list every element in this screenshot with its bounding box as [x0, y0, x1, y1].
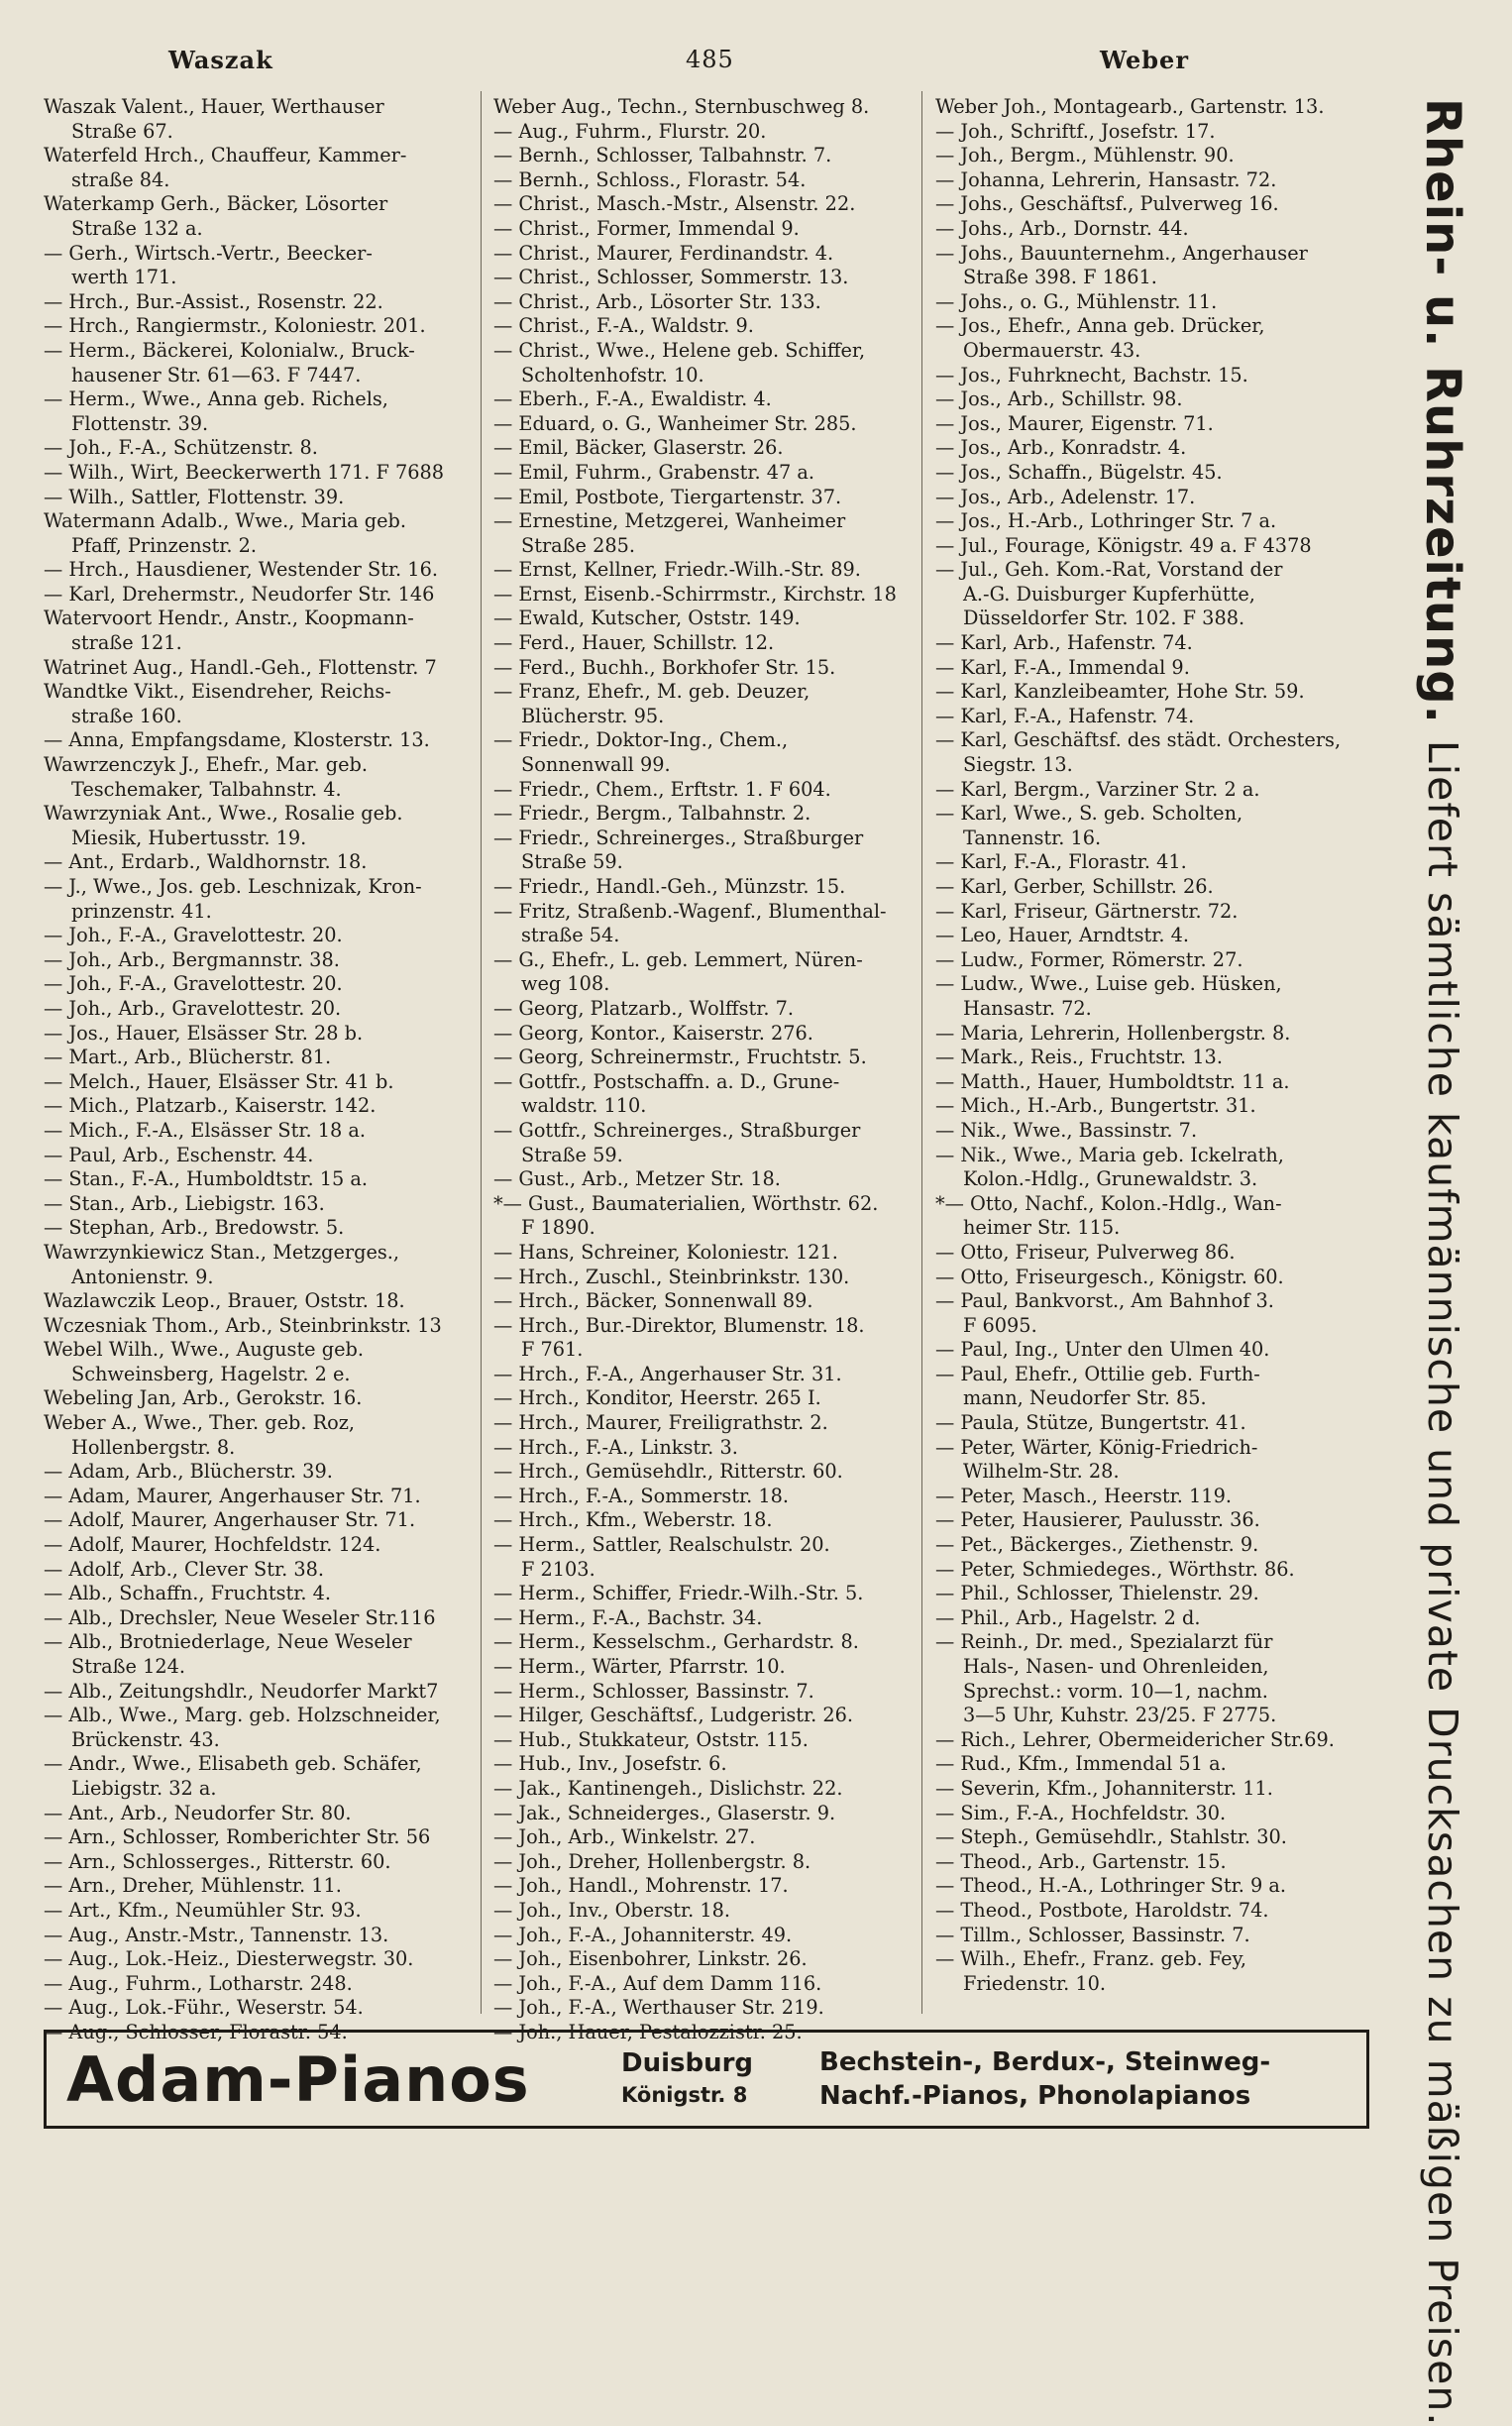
directory-entry: Waterkamp Gerh., Bäcker, Lösorter — [44, 192, 388, 216]
column-divider — [481, 91, 482, 2014]
directory-entry: — Jul., Fourage, Königstr. 49 a. F 4378 — [935, 533, 1312, 557]
directory-entry: Teschemaker, Talbahnstr. 4. — [71, 777, 342, 801]
directory-entry: F 1890. — [521, 1216, 595, 1240]
directory-entry: weg 108. — [521, 972, 610, 996]
directory-entry: — Georg, Kontor., Kaiserstr. 276. — [493, 1021, 813, 1045]
directory-entry: — Johanna, Lehrerin, Hansastr. 72. — [935, 167, 1277, 191]
directory-entry: Scholtenhofstr. 10. — [521, 363, 704, 386]
directory-entry: straße 121. — [71, 631, 182, 655]
directory-entry: — Theod., Arb., Gartenstr. 15. — [935, 1849, 1227, 1873]
directory-entry: Straße 124. — [71, 1655, 186, 1678]
directory-entry: — Herm., Wärter, Pfarrstr. 10. — [493, 1655, 786, 1678]
directory-entry: — Jos., Arb., Schillstr. 98. — [935, 387, 1183, 411]
directory-entry: Straße 285. — [521, 533, 636, 557]
directory-entry: Wazlawczik Leop., Brauer, Oststr. 18. — [44, 1289, 405, 1313]
directory-entry: — Eberh., F.-A., Ewaldistr. 4. — [493, 387, 772, 411]
directory-entry: — Alb., Brotniederlage, Neue Weseler — [44, 1630, 412, 1654]
directory-entry: prinzenstr. 41. — [71, 899, 212, 923]
directory-entry: — Melch., Hauer, Elsässer Str. 41 b. — [44, 1069, 394, 1093]
directory-entry: — Karl, Bergm., Varziner Str. 2 a. — [935, 777, 1260, 801]
directory-entry: — Peter, Wärter, König-Friedrich- — [935, 1435, 1258, 1459]
directory-entry: — Aug., Fuhrm., Flurstr. 20. — [493, 119, 767, 143]
directory-entry: — Joh., F.-A., Gravelottestr. 20. — [44, 924, 343, 947]
directory-entry: hausener Str. 61—63. F 7447. — [71, 363, 362, 386]
directory-entry: — Wilh., Sattler, Flottenstr. 39. — [44, 485, 345, 508]
directory-entry: Hansastr. 72. — [963, 996, 1092, 1020]
directory-entry: — Emil, Fuhrm., Grabenstr. 47 a. — [493, 460, 815, 484]
directory-entry: — Hrch., Kfm., Weberstr. 18. — [493, 1508, 773, 1532]
directory-entry: — Joh., Bergm., Mühlenstr. 90. — [935, 144, 1235, 167]
directory-entry: F 761. — [521, 1338, 584, 1362]
directory-entry: — Mich., Platzarb., Kaiserstr. 142. — [44, 1094, 377, 1118]
directory-entry: — Adolf, Arb., Clever Str. 38. — [44, 1557, 324, 1581]
directory-entry: — Joh., F.-A., Schützenstr. 8. — [44, 436, 318, 460]
directory-entry: — Phil., Arb., Hagelstr. 2 d. — [935, 1605, 1201, 1629]
directory-entry: — Otto, Friseur, Pulverweg 86. — [935, 1240, 1236, 1264]
directory-entry: — Otto, Friseurgesch., Königstr. 60. — [935, 1265, 1284, 1288]
directory-entry: — Karl, F.-A., Immendal 9. — [935, 655, 1190, 679]
sidebar-slogan: Liefert sämtliche kaufmännische und private Drucksachen zu mäßigen Preisen. — [1419, 739, 1466, 2426]
directory-entry: — Stephan, Arb., Bredowstr. 5. — [44, 1216, 345, 1240]
directory-entry: — Gust., Arb., Metzer Str. 18. — [493, 1167, 781, 1191]
directory-entry: — Ludw., Wwe., Luise geb. Hüsken, — [935, 972, 1282, 996]
directory-entry: Antonienstr. 9. — [71, 1265, 214, 1288]
directory-entry: — Joh., Inv., Oberstr. 18. — [493, 1898, 731, 1922]
directory-entry: Straße 59. — [521, 1143, 623, 1166]
directory-entry: — Emil, Bäcker, Glaserstr. 26. — [493, 436, 784, 460]
directory-entry: — Adam, Arb., Blücherstr. 39. — [44, 1460, 333, 1484]
directory-entry: straße 54. — [521, 924, 620, 947]
directory-entry: — Gottfr., Postschaffn. a. D., Grune- — [493, 1069, 840, 1093]
directory-entry: — Jos., Maurer, Eigenstr. 71. — [935, 411, 1214, 435]
directory-entry: — Herm., Sattler, Realschulstr. 20. — [493, 1533, 830, 1557]
directory-entry: — Mark., Reis., Fruchtstr. 13. — [935, 1046, 1223, 1069]
directory-entry: — Arn., Schlosserges., Ritterstr. 60. — [44, 1849, 391, 1873]
directory-entry: Tannenstr. 16. — [963, 826, 1102, 849]
directory-entry: — Ant., Erdarb., Waldhornstr. 18. — [44, 850, 368, 874]
directory-entry: — Herm., Schiffer, Friedr.-Wilh.-Str. 5. — [493, 1582, 864, 1605]
directory-entry: Wawrzenczyk J., Ehefr., Mar. geb. — [44, 753, 368, 777]
directory-entry: Miesik, Hubertusstr. 19. — [71, 826, 307, 849]
directory-entry: — Gerh., Wirtsch.-Vertr., Beecker- — [44, 241, 373, 265]
directory-entry: — Joh., Arb., Bergmannstr. 38. — [44, 947, 340, 971]
sidebar-brand: Rhein- u. Ruhrzeitung. — [1415, 98, 1470, 724]
directory-entry: — Eduard, o. G., Wanheimer Str. 285. — [493, 411, 857, 435]
directory-entry: — Karl, Wwe., S. geb. Scholten, — [935, 802, 1243, 826]
directory-entry: — Jos., H.-Arb., Lothringer Str. 7 a. — [935, 509, 1277, 533]
directory-entry: — Karl, F.-A., Florastr. 41. — [935, 850, 1187, 874]
directory-entry: — Andr., Wwe., Elisabeth geb. Schäfer, — [44, 1752, 422, 1776]
directory-entry: Brückenstr. 43. — [71, 1727, 220, 1751]
advert-address — [621, 2047, 819, 2111]
directory-entry: — Ferd., Buchh., Borkhofer Str. 15. — [493, 655, 836, 679]
directory-entry: — Paul, Ing., Unter den Ulmen 40. — [935, 1338, 1270, 1362]
directory-entry: F 2103. — [521, 1557, 595, 1581]
directory-entry: A.-G. Duisburger Kupferhütte, — [963, 582, 1255, 606]
directory-entry: — Hrch., Maurer, Freiligrathstr. 2. — [493, 1411, 828, 1435]
directory-entry: — Jos., Schaffn., Bügelstr. 45. — [935, 460, 1223, 484]
directory-entry: — Leo, Hauer, Arndtstr. 4. — [935, 924, 1190, 947]
directory-entry: — Friedr., Handl.-Geh., Münzstr. 15. — [493, 875, 846, 898]
directory-entry: — Peter, Masch., Heerstr. 119. — [935, 1484, 1232, 1507]
directory-entry: Hals-, Nasen- und Ohrenleiden, — [963, 1655, 1269, 1678]
directory-entry: — Joh., Handl., Mohrenstr. 17. — [493, 1874, 789, 1898]
directory-entry: — Joh., F.-A., Werthauser Str. 219. — [493, 1996, 824, 2020]
directory-entry: — Theod., Postbote, Haroldstr. 74. — [935, 1898, 1269, 1922]
directory-entry: — Ernst, Kellner, Friedr.-Wilh.-Str. 89. — [493, 558, 861, 582]
directory-entry: — Hilger, Geschäftsf., Ludgeristr. 26. — [493, 1704, 854, 1727]
directory-entry: — Nik., Wwe., Maria geb. Ickelrath, — [935, 1143, 1284, 1166]
directory-entry: — Adolf, Maurer, Hochfeldstr. 124. — [44, 1533, 381, 1557]
directory-entry: Wilhelm-Str. 28. — [963, 1460, 1120, 1484]
directory-entry: Straße 398. F 1861. — [963, 266, 1157, 289]
directory-entry: mann, Neudorfer Str. 85. — [963, 1386, 1207, 1410]
directory-entry: Watervoort Hendr., Anstr., Koopmann- — [44, 606, 414, 630]
directory-entry: — Joh., Arb., Winkelstr. 27. — [493, 1825, 756, 1849]
directory-entry: Friedenstr. 10. — [963, 1971, 1107, 1995]
directory-entry: Straße 132 a. — [71, 216, 203, 240]
directory-entry: — Johs., Geschäftsf., Pulverweg 16. — [935, 192, 1279, 216]
directory-entry: — Christ., Arb., Lösorter Str. 133. — [493, 289, 821, 313]
directory-entry: — Jos., Arb., Konradstr. 4. — [935, 436, 1187, 460]
directory-column-3 — [935, 95, 1367, 1996]
directory-entry: — Johs., Arb., Dornstr. 44. — [935, 216, 1189, 240]
directory-entry: — Stan., F.-A., Humboldtstr. 15 a. — [44, 1167, 369, 1191]
directory-entry: — Ant., Arb., Neudorfer Str. 80. — [44, 1801, 352, 1824]
directory-entry: Sprechst.: vorm. 10—1, nachm. — [963, 1679, 1268, 1703]
directory-entry: — Reinh., Dr. med., Spezialarzt für — [935, 1630, 1273, 1654]
directory-entry: straße 160. — [71, 704, 182, 727]
directory-entry: — Christ., Former, Immendal 9. — [493, 216, 800, 240]
directory-entry: — Tillm., Schlosser, Bassinstr. 7. — [935, 1923, 1250, 1946]
directory-entry: — Emil, Postbote, Tiergartenstr. 37. — [493, 485, 842, 508]
directory-entry: waldstr. 110. — [521, 1094, 647, 1118]
directory-entry: — Alb., Wwe., Marg. geb. Holzschneider, — [44, 1704, 441, 1727]
directory-entry: — Hrch., Rangiermstr., Koloniestr. 201. — [44, 314, 426, 338]
directory-entry: — Nik., Wwe., Bassinstr. 7. — [935, 1118, 1198, 1142]
directory-entry: — Joh., Hauer, Pestalozzistr. 25. — [493, 2020, 803, 2043]
directory-entry: — Fritz, Straßenb.-Wagenf., Blumenthal- — [493, 899, 887, 923]
directory-entry: Straße 59. — [521, 850, 623, 874]
directory-entry: Schweinsberg, Hagelstr. 2 e. — [71, 1362, 351, 1385]
directory-entry: — Joh., Arb., Gravelottestr. 20. — [44, 996, 342, 1020]
directory-entry: — Karl, Geschäftsf. des städt. Orchesters, — [935, 728, 1342, 752]
directory-entry: — Friedr., Doktor-Ing., Chem., — [493, 728, 789, 752]
page-number: 485 — [686, 46, 734, 73]
directory-entry: Siegstr. 13. — [963, 753, 1073, 777]
directory-entry: — Joh., F.-A., Gravelottestr. 20. — [44, 972, 343, 996]
directory-entry: werth 171. — [71, 266, 177, 289]
directory-entry: — Gottfr., Schreinerges., Straßburger — [493, 1118, 861, 1142]
directory-entry: — Joh., Schriftf., Josefstr. 17. — [935, 119, 1216, 143]
directory-entry: — Alb., Zeitungshdlr., Neudorfer Markt7 — [44, 1679, 439, 1703]
directory-entry: Webel Wilh., Wwe., Auguste geb. — [44, 1338, 364, 1362]
directory-entry: — Wilh., Wirt, Beeckerwerth 171. F 7688 — [44, 460, 445, 484]
directory-entry: Liebigstr. 32 a. — [71, 1776, 217, 1800]
directory-entry: Sonnenwall 99. — [521, 753, 671, 777]
directory-entry: *— Gust., Baumaterialien, Wörthstr. 62. — [493, 1191, 879, 1215]
directory-entry: — Theod., H.-A., Lothringer Str. 9 a. — [935, 1874, 1287, 1898]
directory-entry: — Bernh., Schloss., Florastr. 54. — [493, 167, 807, 191]
directory-column-2 — [493, 95, 929, 2045]
directory-entry: — Hrch., F.-A., Linkstr. 3. — [493, 1435, 738, 1459]
directory-entry: Weber Joh., Montagearb., Gartenstr. 13. — [935, 95, 1325, 118]
directory-entry: — Herm., Bäckerei, Kolonialw., Bruck- — [44, 338, 415, 362]
directory-entry: — Hrch., Zuschl., Steinbrinkstr. 130. — [493, 1265, 850, 1288]
directory-entry: — Georg, Platzarb., Wolffstr. 7. — [493, 996, 795, 1020]
directory-entry: Waszak Valent., Hauer, Werthauser — [44, 95, 384, 118]
directory-entry: — Joh., F.-A., Auf dem Damm 116. — [493, 1971, 822, 1995]
directory-entry: — Ludw., Former, Römerstr. 27. — [935, 947, 1243, 971]
directory-entry: Weber Aug., Techn., Sternbuschweg 8. — [493, 95, 870, 118]
directory-entry: Webeling Jan, Arb., Gerokstr. 16. — [44, 1386, 363, 1410]
directory-entry: — Maria, Lehrerin, Hollenbergstr. 8. — [935, 1021, 1291, 1045]
directory-entry: — Hrch., F.-A., Sommerstr. 18. — [493, 1484, 790, 1507]
directory-entry: — Johs., Bauunternehm., Angerhauser — [935, 241, 1308, 265]
directory-entry: Waterfeld Hrch., Chauffeur, Kammer- — [44, 144, 407, 167]
directory-entry: — Arn., Dreher, Mühlenstr. 11. — [44, 1874, 342, 1898]
directory-entry: — Steph., Gemüsehdlr., Stahlstr. 30. — [935, 1825, 1287, 1849]
directory-entry: — Jos., Ehefr., Anna geb. Drücker, — [935, 314, 1265, 338]
directory-entry: — Christ., Masch.-Mstr., Alsenstr. 22. — [493, 192, 856, 216]
directory-entry: — Aug., Lok.-Führ., Weserstr. 54. — [44, 1996, 364, 2020]
directory-entry: — Adolf, Maurer, Angerhauser Str. 71. — [44, 1508, 416, 1532]
directory-entry: — Ewald, Kutscher, Oststr. 149. — [493, 606, 801, 630]
directory-entry: — Mich., H.-Arb., Bungertstr. 31. — [935, 1094, 1256, 1118]
directory-entry: — Christ., Maurer, Ferdinandstr. 4. — [493, 241, 834, 265]
directory-entry: — Friedr., Bergm., Talbahnstr. 2. — [493, 802, 811, 826]
directory-entry: — Pet., Bäckerges., Ziethenstr. 9. — [935, 1533, 1259, 1557]
directory-entry: — Phil., Schlosser, Thielenstr. 29. — [935, 1582, 1259, 1605]
directory-entry: — Rud., Kfm., Immendal 51 a. — [935, 1752, 1227, 1776]
directory-entry: — Wilh., Ehefr., Franz. geb. Fey, — [935, 1947, 1247, 1971]
directory-entry: — Karl, Gerber, Schillstr. 26. — [935, 875, 1214, 898]
header-right: Weber — [1100, 46, 1189, 74]
directory-entry: Wawrzyniak Ant., Wwe., Rosalie geb. — [44, 802, 403, 826]
directory-entry: — Aug., Schlosser, Florastr. 54. — [44, 2020, 348, 2043]
directory-entry: — Jos., Fuhrknecht, Bachstr. 15. — [935, 363, 1248, 386]
directory-entry: — Herm., Schlosser, Bassinstr. 7. — [493, 1679, 814, 1703]
directory-entry: — Severin, Kfm., Johanniterstr. 11. — [935, 1776, 1273, 1800]
directory-entry: Straße 67. — [71, 119, 173, 143]
directory-entry: straße 84. — [71, 167, 170, 191]
directory-entry: 3—5 Uhr, Kuhstr. 23/25. F 2775. — [963, 1704, 1277, 1727]
directory-entry: — Bernh., Schlosser, Talbahnstr. 7. — [493, 144, 832, 167]
directory-entry: — Karl, F.-A., Hafenstr. 74. — [935, 704, 1195, 727]
directory-entry: — Herm., Wwe., Anna geb. Richels, — [44, 387, 388, 411]
directory-entry: — Christ., F.-A., Waldstr. 9. — [493, 314, 754, 338]
directory-entry: — Karl, Kanzleibeamter, Hohe Str. 59. — [935, 680, 1305, 704]
directory-entry: — G., Ehefr., L. geb. Lemmert, Nüren- — [493, 947, 863, 971]
directory-entry: — Paul, Bankvorst., Am Bahnhof 3. — [935, 1289, 1274, 1313]
directory-entry: — J., Wwe., Jos. geb. Leschnizak, Kron- — [44, 875, 422, 898]
directory-entry: — Mart., Arb., Blücherstr. 81. — [44, 1046, 332, 1069]
directory-entry: — Joh., F.-A., Johanniterstr. 49. — [493, 1923, 793, 1946]
directory-entry: — Sim., F.-A., Hochfeldstr. 30. — [935, 1801, 1227, 1824]
sidebar-advert — [1375, 98, 1504, 2426]
directory-entry: — Jak., Kantinengeh., Dislichstr. 22. — [493, 1776, 843, 1800]
directory-entry: — Hrch., Bur.-Assist., Rosenstr. 22. — [44, 289, 383, 313]
directory-entry: — Alb., Drechsler, Neue Weseler Str.116 — [44, 1605, 436, 1629]
directory-entry: — Karl, Friseur, Gärtnerstr. 72. — [935, 899, 1239, 923]
advert-brand: Adam-Pianos — [66, 2042, 530, 2116]
directory-entry: Watermann Adalb., Wwe., Maria geb. — [44, 509, 407, 533]
directory-entry: F 6095. — [963, 1313, 1037, 1337]
directory-entry: Wczesniak Thom., Arb., Steinbrinkstr. 13 — [44, 1313, 442, 1337]
advert-box — [44, 2030, 1369, 2129]
advert-products-line-1: Bechstein-, Berdux-, Steinweg- — [819, 2047, 1271, 2077]
directory-entry: — Aug., Fuhrm., Lotharstr. 248. — [44, 1971, 353, 1995]
directory-entry: Hollenbergstr. 8. — [71, 1435, 236, 1459]
directory-entry: Obermauerstr. 43. — [963, 338, 1141, 362]
directory-entry: — Peter, Schmiedeges., Wörthstr. 86. — [935, 1557, 1295, 1581]
advert-street: Königstr. 8 — [621, 2083, 748, 2107]
directory-entry: — Johs., o. G., Mühlenstr. 11. — [935, 289, 1218, 313]
header-left: Waszak — [168, 46, 273, 74]
directory-entry: — Hans, Schreiner, Koloniestr. 121. — [493, 1240, 838, 1264]
directory-entry: Weber A., Wwe., Ther. geb. Roz, — [44, 1411, 355, 1435]
directory-entry: — Hub., Stukkateur, Oststr. 115. — [493, 1727, 809, 1751]
directory-entry: — Herm., F.-A., Bachstr. 34. — [493, 1605, 763, 1629]
directory-entry: — Paul, Ehefr., Ottilie geb. Furth- — [935, 1362, 1260, 1385]
sidebar-text — [1378, 98, 1507, 2426]
directory-entry: — Jak., Schneiderges., Glaserstr. 9. — [493, 1801, 836, 1824]
directory-column-1 — [44, 95, 480, 2045]
directory-entry: — Jos., Arb., Adelenstr. 17. — [935, 485, 1196, 508]
directory-entry: — Christ., Wwe., Helene geb. Schiffer, — [493, 338, 866, 362]
directory-entry: Blücherstr. 95. — [521, 704, 665, 727]
directory-entry: — Friedr., Chem., Erftstr. 1. F 604. — [493, 777, 831, 801]
directory-entry: — Stan., Arb., Liebigstr. 163. — [44, 1191, 325, 1215]
directory-entry: Watrinet Aug., Handl.-Geh., Flottenstr. 7 — [44, 655, 437, 679]
directory-entry: — Hrch., Konditor, Heerstr. 265 I. — [493, 1386, 821, 1410]
directory-entry: — Hrch., Bäcker, Sonnenwall 89. — [493, 1289, 813, 1313]
directory-entry: — Hub., Inv., Josefstr. 6. — [493, 1752, 727, 1776]
advert-city: Duisburg — [621, 2048, 754, 2078]
directory-entry: — Adam, Maurer, Angerhauser Str. 71. — [44, 1484, 421, 1507]
directory-entry: Pfaff, Prinzenstr. 2. — [71, 533, 258, 557]
directory-entry: — Friedr., Schreinerges., Straßburger — [493, 826, 864, 849]
directory-entry: — Hrch., Gemüsehdlr., Ritterstr. 60. — [493, 1460, 843, 1484]
directory-entry: — Anna, Empfangsdame, Klosterstr. 13. — [44, 728, 430, 752]
directory-entry: — Franz, Ehefr., M. geb. Deuzer, — [493, 680, 810, 704]
directory-entry: — Mich., F.-A., Elsässer Str. 18 a. — [44, 1118, 367, 1142]
directory-entry: Kolon.-Hdlg., Grunewaldstr. 3. — [963, 1167, 1258, 1191]
directory-entry: — Hrch., F.-A., Angerhauser Str. 31. — [493, 1362, 842, 1385]
directory-entry: — Aug., Lok.-Heiz., Diesterwegstr. 30. — [44, 1947, 414, 1971]
advert-products — [819, 2045, 1270, 2113]
directory-entry: — Christ., Schlosser, Sommerstr. 13. — [493, 266, 849, 289]
directory-entry: — Joh., Dreher, Hollenbergstr. 8. — [493, 1849, 811, 1873]
directory-entry: — Hrch., Bur.-Direktor, Blumenstr. 18. — [493, 1313, 865, 1337]
directory-entry: — Hrch., Hausdiener, Westender Str. 16. — [44, 558, 438, 582]
directory-entry: — Aug., Anstr.-Mstr., Tannenstr. 13. — [44, 1923, 389, 1946]
directory-entry: Flottenstr. 39. — [71, 411, 209, 435]
directory-entry: — Ferd., Hauer, Schillstr. 12. — [493, 631, 775, 655]
directory-entry: — Paul, Arb., Eschenstr. 44. — [44, 1143, 314, 1166]
directory-entry: — Karl, Arb., Hafenstr. 74. — [935, 631, 1193, 655]
directory-entry: Düsseldorfer Str. 102. F 388. — [963, 606, 1245, 630]
directory-entry: — Joh., Eisenbohrer, Linkstr. 26. — [493, 1947, 808, 1971]
directory-entry: — Matth., Hauer, Humboldtstr. 11 a. — [935, 1069, 1290, 1093]
directory-entry: — Peter, Hausierer, Paulusstr. 36. — [935, 1508, 1260, 1532]
directory-entry: — Georg, Schreinermstr., Fruchtstr. 5. — [493, 1046, 867, 1069]
directory-entry: — Rich., Lehrer, Obermeidericher Str.69. — [935, 1727, 1335, 1751]
directory-entry: — Ernst, Eisenb.-Schirrmstr., Kirchstr. 18 — [493, 582, 897, 606]
directory-entry: — Paula, Stütze, Bungertstr. 41. — [935, 1411, 1246, 1435]
directory-entry: — Arn., Schlosser, Romberichter Str. 56 — [44, 1825, 431, 1849]
directory-entry: Wandtke Vikt., Eisendreher, Reichs- — [44, 680, 391, 704]
directory-entry: — Karl, Drehermstr., Neudorfer Str. 146 — [44, 582, 435, 606]
advert-products-line-2: Nachf.-Pianos, Phonolapianos — [819, 2081, 1251, 2111]
directory-entry: heimer Str. 115. — [963, 1216, 1121, 1240]
directory-entry: *— Otto, Nachf., Kolon.-Hdlg., Wan- — [935, 1191, 1282, 1215]
directory-entry: — Jul., Geh. Kom.-Rat, Vorstand der — [935, 558, 1283, 582]
directory-entry: — Ernestine, Metzgerei, Wanheimer — [493, 509, 846, 533]
directory-entry: — Art., Kfm., Neumühler Str. 93. — [44, 1898, 362, 1922]
directory-entry: — Herm., Kesselschm., Gerhardstr. 8. — [493, 1630, 859, 1654]
directory-entry: — Jos., Hauer, Elsässer Str. 28 b. — [44, 1021, 364, 1045]
directory-entry: Wawrzynkiewicz Stan., Metzgerges., — [44, 1240, 400, 1264]
directory-entry: — Alb., Schaffn., Fruchtstr. 4. — [44, 1582, 332, 1605]
